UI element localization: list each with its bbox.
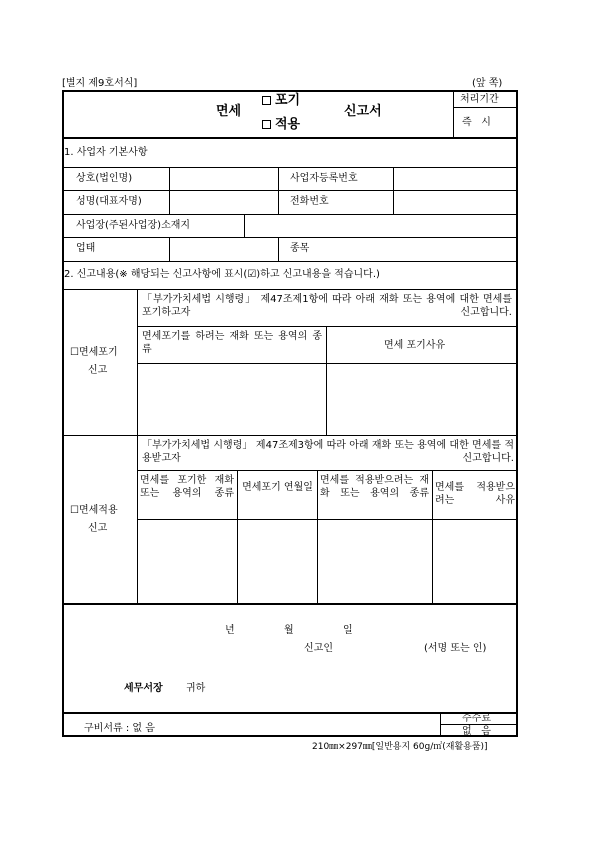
apply-waived-goods-field[interactable] (140, 525, 234, 600)
apply-col-waiver-date: 면세포기 연월일 (242, 482, 313, 493)
name-label: 성명(대표자명) (76, 196, 142, 207)
processing-period-label: 처리기간 (460, 94, 499, 105)
date-year-label: 년 (225, 625, 235, 636)
attachments-note: 구비서류 : 없 음 (84, 723, 155, 734)
waiver-notice: 「부가가치세법 시행령」 제47조제1항에 따라 아래 재화 또는 용역에 대한 면세를 포기하고자 신고합니다. (142, 294, 512, 318)
apply-col-apply-reason: 면세를 적용받으려는 사유 (435, 482, 515, 506)
trade-name-label: 상호(법인명) (76, 173, 133, 184)
title-option-waiver[interactable]: 포기 (262, 95, 300, 107)
title-option-apply[interactable]: 적용 (262, 119, 300, 131)
addressee-suffix: 귀하 (186, 683, 206, 694)
paper-spec: 210㎜×297㎜[일반용지 60g/㎡(재활용품)] (312, 742, 488, 752)
business-item-label: 종목 (290, 243, 310, 254)
address-label: 사업장(주된사업장)소재지 (76, 220, 191, 231)
apply-notice: 「부가가치세법 시행령」 제47조제3항에 따라 아래 재화 또는 용역에 대한 면세를 적용받고자 신고합니다. (142, 440, 514, 464)
title-prefix: 면세 (216, 104, 242, 119)
sign-hint: (서명 또는 인) (424, 643, 487, 654)
waiver-reason-field[interactable] (331, 370, 511, 430)
waiver-checkbox[interactable] (262, 96, 271, 105)
title-suffix: 신고서 (344, 104, 382, 119)
addressee: 세무서장 (124, 683, 163, 694)
apply-checkbox[interactable] (262, 120, 271, 129)
apply-goods-field[interactable] (320, 525, 429, 600)
phone-label: 전화번호 (290, 196, 329, 207)
processing-period-value: 즉 시 (462, 117, 491, 128)
fee-value: 없 음 (462, 726, 491, 737)
apply-reason-field[interactable] (435, 525, 515, 600)
apply-side-label[interactable]: ☐면세적용 (70, 505, 118, 516)
date-month-label: 월 (284, 625, 294, 636)
section1-heading: 1. 사업자 기본사항 (64, 147, 148, 158)
apply-waiver-date-field[interactable] (240, 525, 315, 600)
fee-label: 수수료 (462, 713, 491, 724)
business-reg-label: 사업자등록번호 (290, 173, 358, 184)
waiver-col-reason: 면세 포기사유 (384, 340, 446, 351)
section2-heading: 2. 신고내용(※ 해당되는 신고사항에 표시(☑)하고 신고내용을 적습니다.) (64, 269, 380, 280)
form-number: [별지 제9호서식] (62, 78, 138, 89)
apply-col-waived-goods: 면세를 포기한 재화 또는 용역의 종류 (140, 475, 234, 499)
apply-side-label-2: 신고 (88, 523, 108, 534)
waiver-col-goods: 면세포기를 하려는 재화 또는 용역의 종류 (142, 331, 322, 355)
date-day-label: 일 (343, 625, 353, 636)
reporter-label: 신고인 (304, 643, 333, 654)
business-type-label: 업태 (76, 243, 96, 254)
apply-col-apply-goods: 면세를 적용받으려는 재화 또는 용역의 종류 (320, 475, 429, 499)
waiver-goods-field[interactable] (142, 370, 322, 430)
page-side-label: (앞 쪽) (472, 78, 503, 89)
waiver-side-label[interactable]: ☐면세포기 (70, 347, 118, 358)
waiver-side-label-2: 신고 (88, 365, 108, 376)
